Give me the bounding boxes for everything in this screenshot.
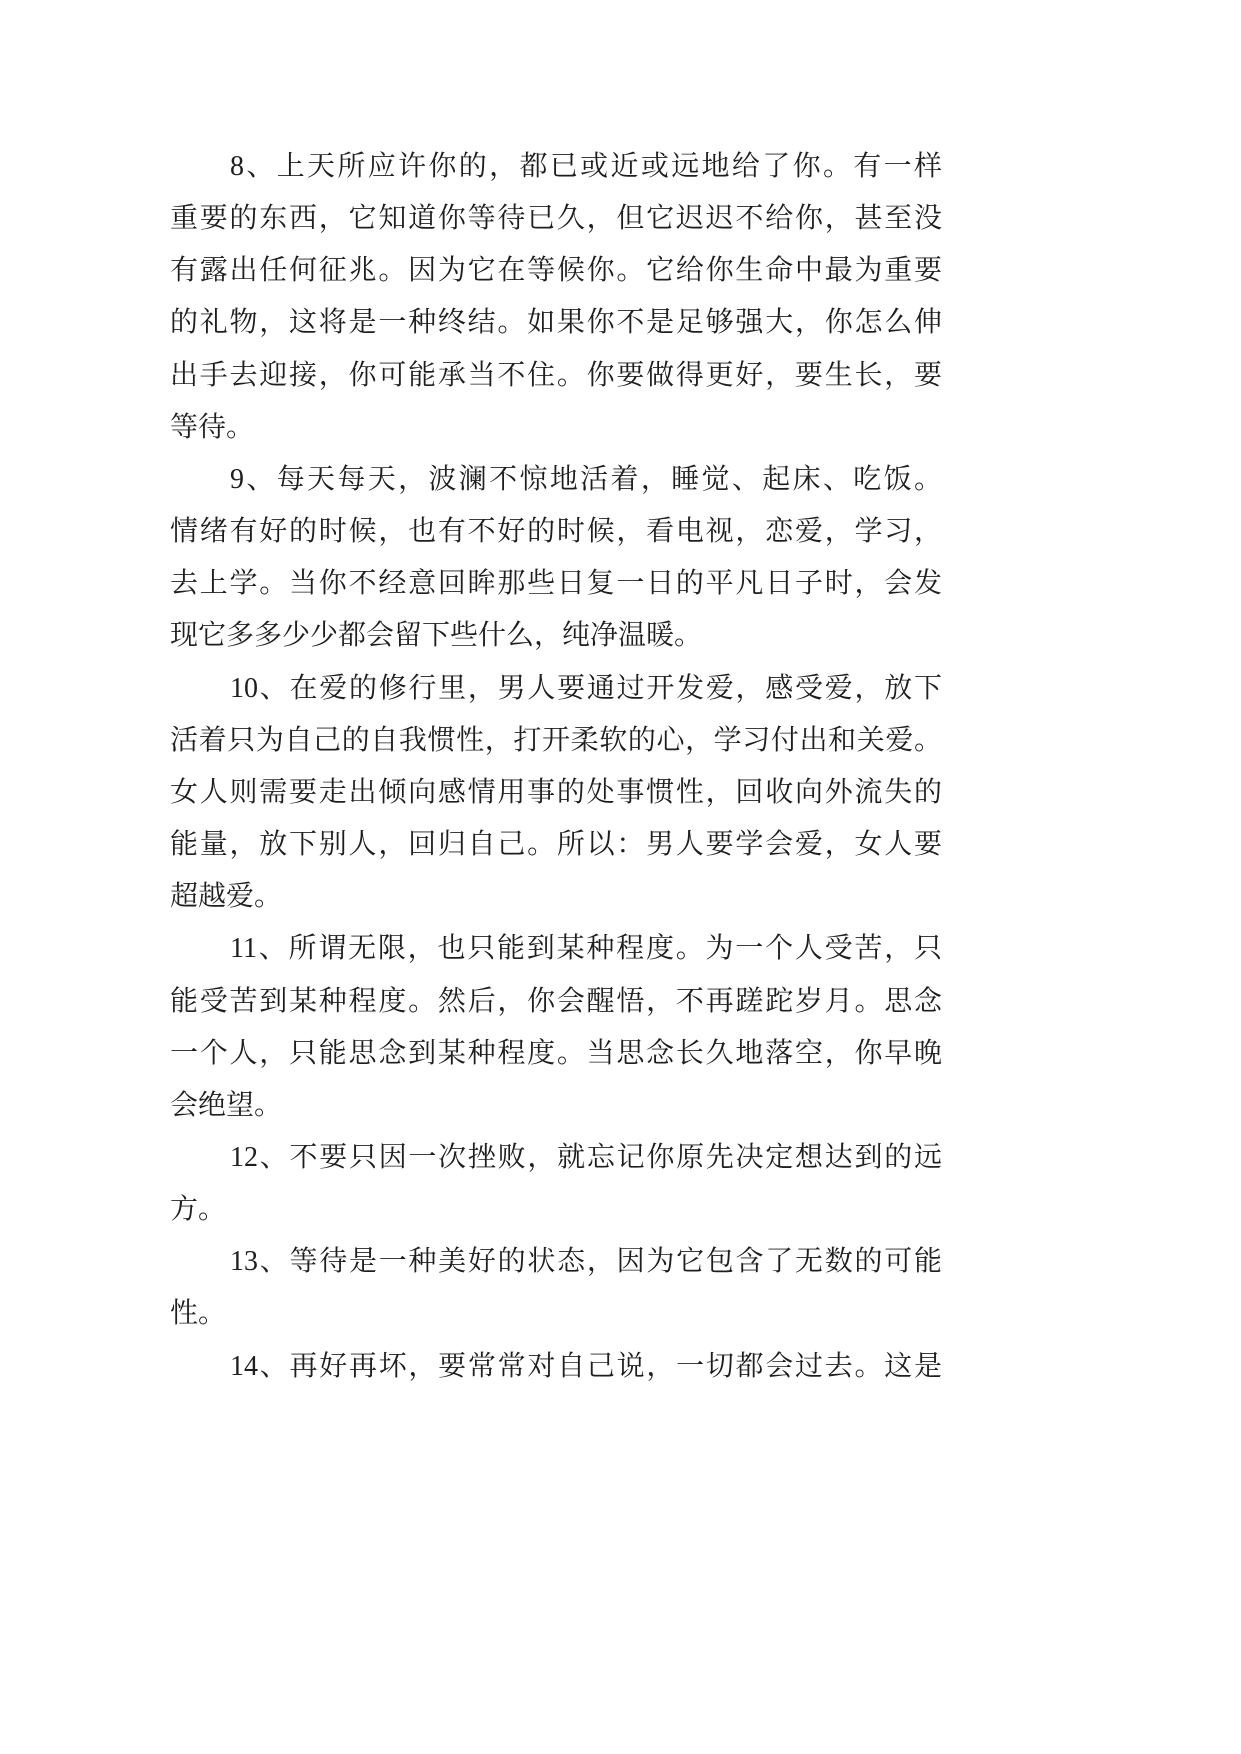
- paragraph: [170, 1236, 942, 1340]
- text-line: 的礼物，这将是一种终结。如果你不是足够强大，你怎么伸: [170, 307, 942, 339]
- text-line: 情绪有好的时候，也有不好的时候，看电视，恋爱，学习，: [170, 516, 942, 548]
- text-line: 会绝望。: [170, 1089, 283, 1121]
- text-line: 12、不要只因一次挫败，就忘记你原先决定想达到的远: [230, 1141, 942, 1173]
- text-line: 女人则需要走出倾向感情用事的处事惯性，回收向外流失的: [170, 776, 942, 808]
- text-line: 去上学。当你不经意回眸那些日复一日的平凡日子时，会发: [170, 568, 942, 600]
- text-line: 13、等待是一种美好的状态，因为它包含了无数的可能: [230, 1246, 942, 1278]
- text-line: 一个人，只能思念到某种程度。当思念长久地落空，你早晚: [170, 1037, 942, 1069]
- paragraph: [170, 454, 942, 663]
- body-text: [170, 141, 942, 1393]
- paragraph: [170, 1132, 942, 1236]
- paragraph: [170, 1341, 942, 1393]
- text-line: 11、所谓无限，也只能到某种程度。为一个人受苦，只: [230, 933, 942, 965]
- text-line: 能量，放下别人，回归自己。所以：男人要学会爱，女人要: [170, 829, 942, 861]
- text-line: 14、再好再坏，要常常对自己说，一切都会过去。这是: [230, 1350, 942, 1382]
- text-line: 出手去迎接，你可能承当不住。你要做得更好，要生长，要: [170, 359, 942, 391]
- text-line: 重要的东西，它知道你等待已久，但它迟迟不给你，甚至没: [170, 203, 942, 235]
- text-line: 超越爱。: [170, 881, 283, 913]
- text-line: 有露出任何征兆。因为它在等候你。它给你生命中最为重要: [170, 255, 942, 287]
- text-line: 活着只为自己的自我惯性，打开柔软的心，学习付出和关爱。: [170, 724, 942, 756]
- text-line: 8、上天所应许你的，都已或近或远地给了你。有一样: [230, 151, 942, 182]
- text-line: 性。: [170, 1298, 227, 1330]
- text-line: 9、每天每天，波澜不惊地活着，睡觉、起床、吃饭。: [230, 463, 942, 495]
- text-line: 现它多多少少都会留下些什么，纯净温暖。: [170, 620, 703, 652]
- text-line: 方。: [170, 1194, 227, 1226]
- text-line: 等待。: [170, 411, 255, 443]
- text-line: 能受苦到某种程度。然后，你会醒悟，不再蹉跎岁月。思念: [170, 985, 942, 1017]
- paragraph: [170, 141, 942, 454]
- text-line: 10、在爱的修行里，男人要通过开发爱，感受爱，放下: [230, 672, 942, 704]
- paragraph: [170, 923, 942, 1132]
- paragraph: [170, 663, 942, 924]
